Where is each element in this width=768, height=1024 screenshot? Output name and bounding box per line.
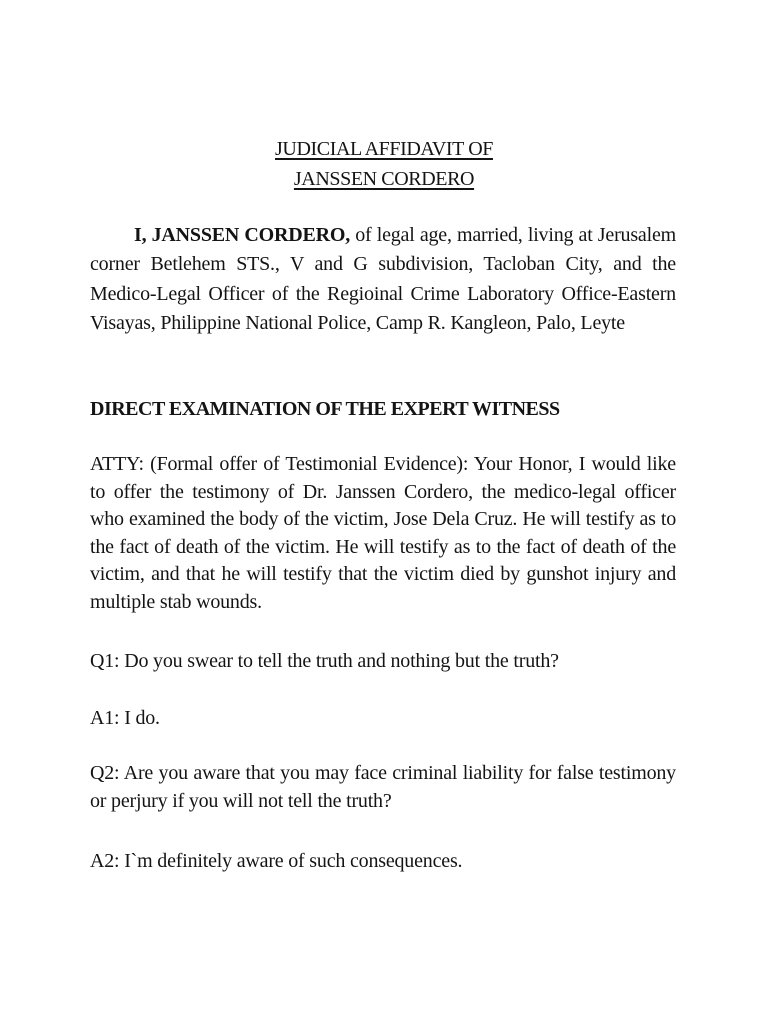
title-line-2: JANSSEN CORDERO xyxy=(293,168,475,190)
answer-2: A2: I`m definitely aware of such consequences. xyxy=(90,850,463,872)
title-line-1: JUDICIAL AFFIDAVIT OF xyxy=(275,138,493,160)
intro-text: of legal age, married, living at Jerusalem corner Betlehem STS., V and G subdivision, Tacloban City, and the Medico-Legal Officer of the Regioinal Crime Laboratory Office-Eastern Visayas, Philippine National Police, Camp R. Kangleon, Palo, Leyte xyxy=(90,224,676,334)
intro-name: I, JANSSEN CORDERO, xyxy=(134,224,350,246)
answer-1: A1: I do. xyxy=(90,707,160,729)
intro-paragraph xyxy=(90,221,676,338)
atty-statement: ATTY: (Formal offer of Testimonial Evidence): Your Honor, I would like to offer the testimony of Dr. Janssen Cordero, the medico-legal officer who examined the body of the victim, Jose Dela Cruz. He will testify as to the fact of death of the victim. He will testify as to the fact of death of the victim, and that he will testify that the victim died by gunshot injury and multiple stab wounds. xyxy=(90,453,676,613)
question-2: Q2: Are you aware that you may face criminal liability for false testimony or perjury if you will not tell the truth? xyxy=(90,762,676,812)
document-title xyxy=(0,134,768,194)
section-heading: DIRECT EXAMINATION OF THE EXPERT WITNESS xyxy=(90,398,560,420)
question-1: Q1: Do you swear to tell the truth and nothing but the truth? xyxy=(90,650,559,672)
